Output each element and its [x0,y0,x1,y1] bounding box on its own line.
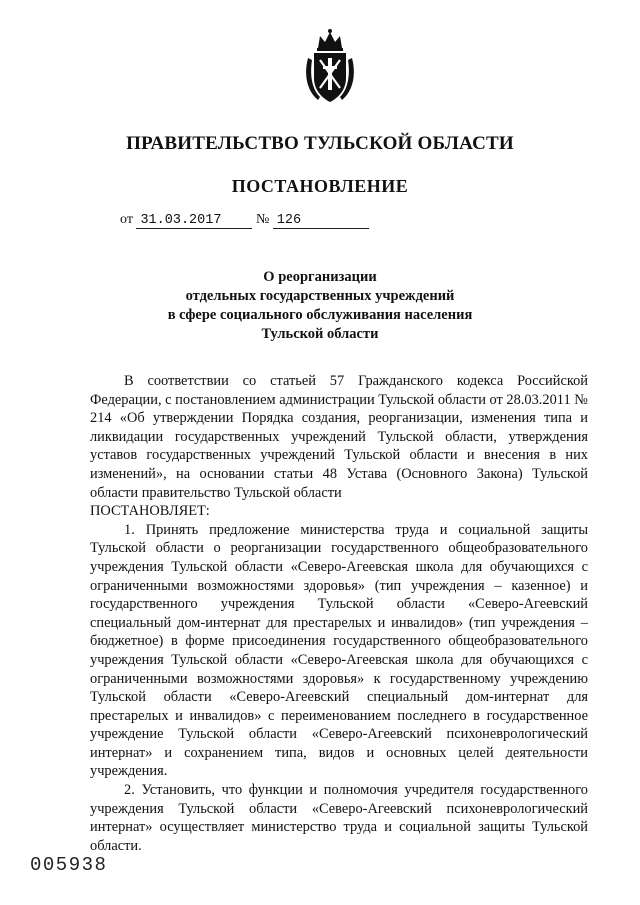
preamble-paragraph: В соответствии со статьей 57 Гражданского кодекса Российской Федерации, с постановлением администрации Тульской области от 28.03.2011 № 214 «Об утверждении Порядка создания, реорганизации, изменения типа и ликвидации государственных учреждений Тульской области, утверждения уставов государственных учреждений Тульской области и внесения в них изменений», на основании статьи 48 Устава (Основного Закона) Тульской области правительство Тульской области [90,373,588,501]
item-1-paragraph: 1. Принять предложение министерства труда и социальной защиты Тульской области о реорганизации государственного общеобразовательного учреждения Тульской области «Северо-Агеевская школа для обучающихся с ограниченными возможностями здоровья» (тип учреждения – казенное) и государственного учреждения Тульской области «Северо-Агеевский специальный дом-интернат для престарелых и инвалидов» (тип учреждения – бюджетное) в форме присоединения государственного общеобразовательного учреждения Тульской области «Северо-Агеевская школа для обучающихся с ограниченными возможностями здоровья» к государственному учреждению Тульской области «Северо-Агеевский специальный дом-интернат для престарелых и инвалидов» с переименованием последнего в государственное учреждение Тульской области «Северо-Агеевский психоневрологический интернат» и сохранением типа, видов и основных целей деятельности учреждения. [90,521,588,780]
decree-word: ПОСТАНОВЛЯЕТ: [90,503,210,520]
subject-line: отдельных государственных учреждений [185,288,455,304]
subject-line: в сфере социального обслуживания населения [167,307,473,323]
subject-line: Тульской области [261,326,379,342]
subject-line: О реорганизации [263,269,377,285]
document-date: 31.03.2017 [136,213,252,229]
document-type: ПОСТАНОВЛЕНИЕ [231,176,409,196]
document-body [90,372,588,855]
date-from-label: от [120,212,133,227]
serial-number: 005938 [30,854,108,876]
tula-coat-of-arms-icon [302,28,358,106]
number-label: № [255,212,270,227]
document-subject [0,268,640,344]
dateline [120,212,369,229]
org-title: ПРАВИТЕЛЬСТВО ТУЛЬСКОЙ ОБЛАСТИ [126,133,514,154]
document-number: 126 [273,213,369,229]
item-2-paragraph: 2. Установить, что функции и полномочия учредителя государственного учреждения Тульской области «Северо-Агеевский психоневрологический интернат» осуществляет министерство труда и социальной защиты Тульской области. [90,782,588,854]
